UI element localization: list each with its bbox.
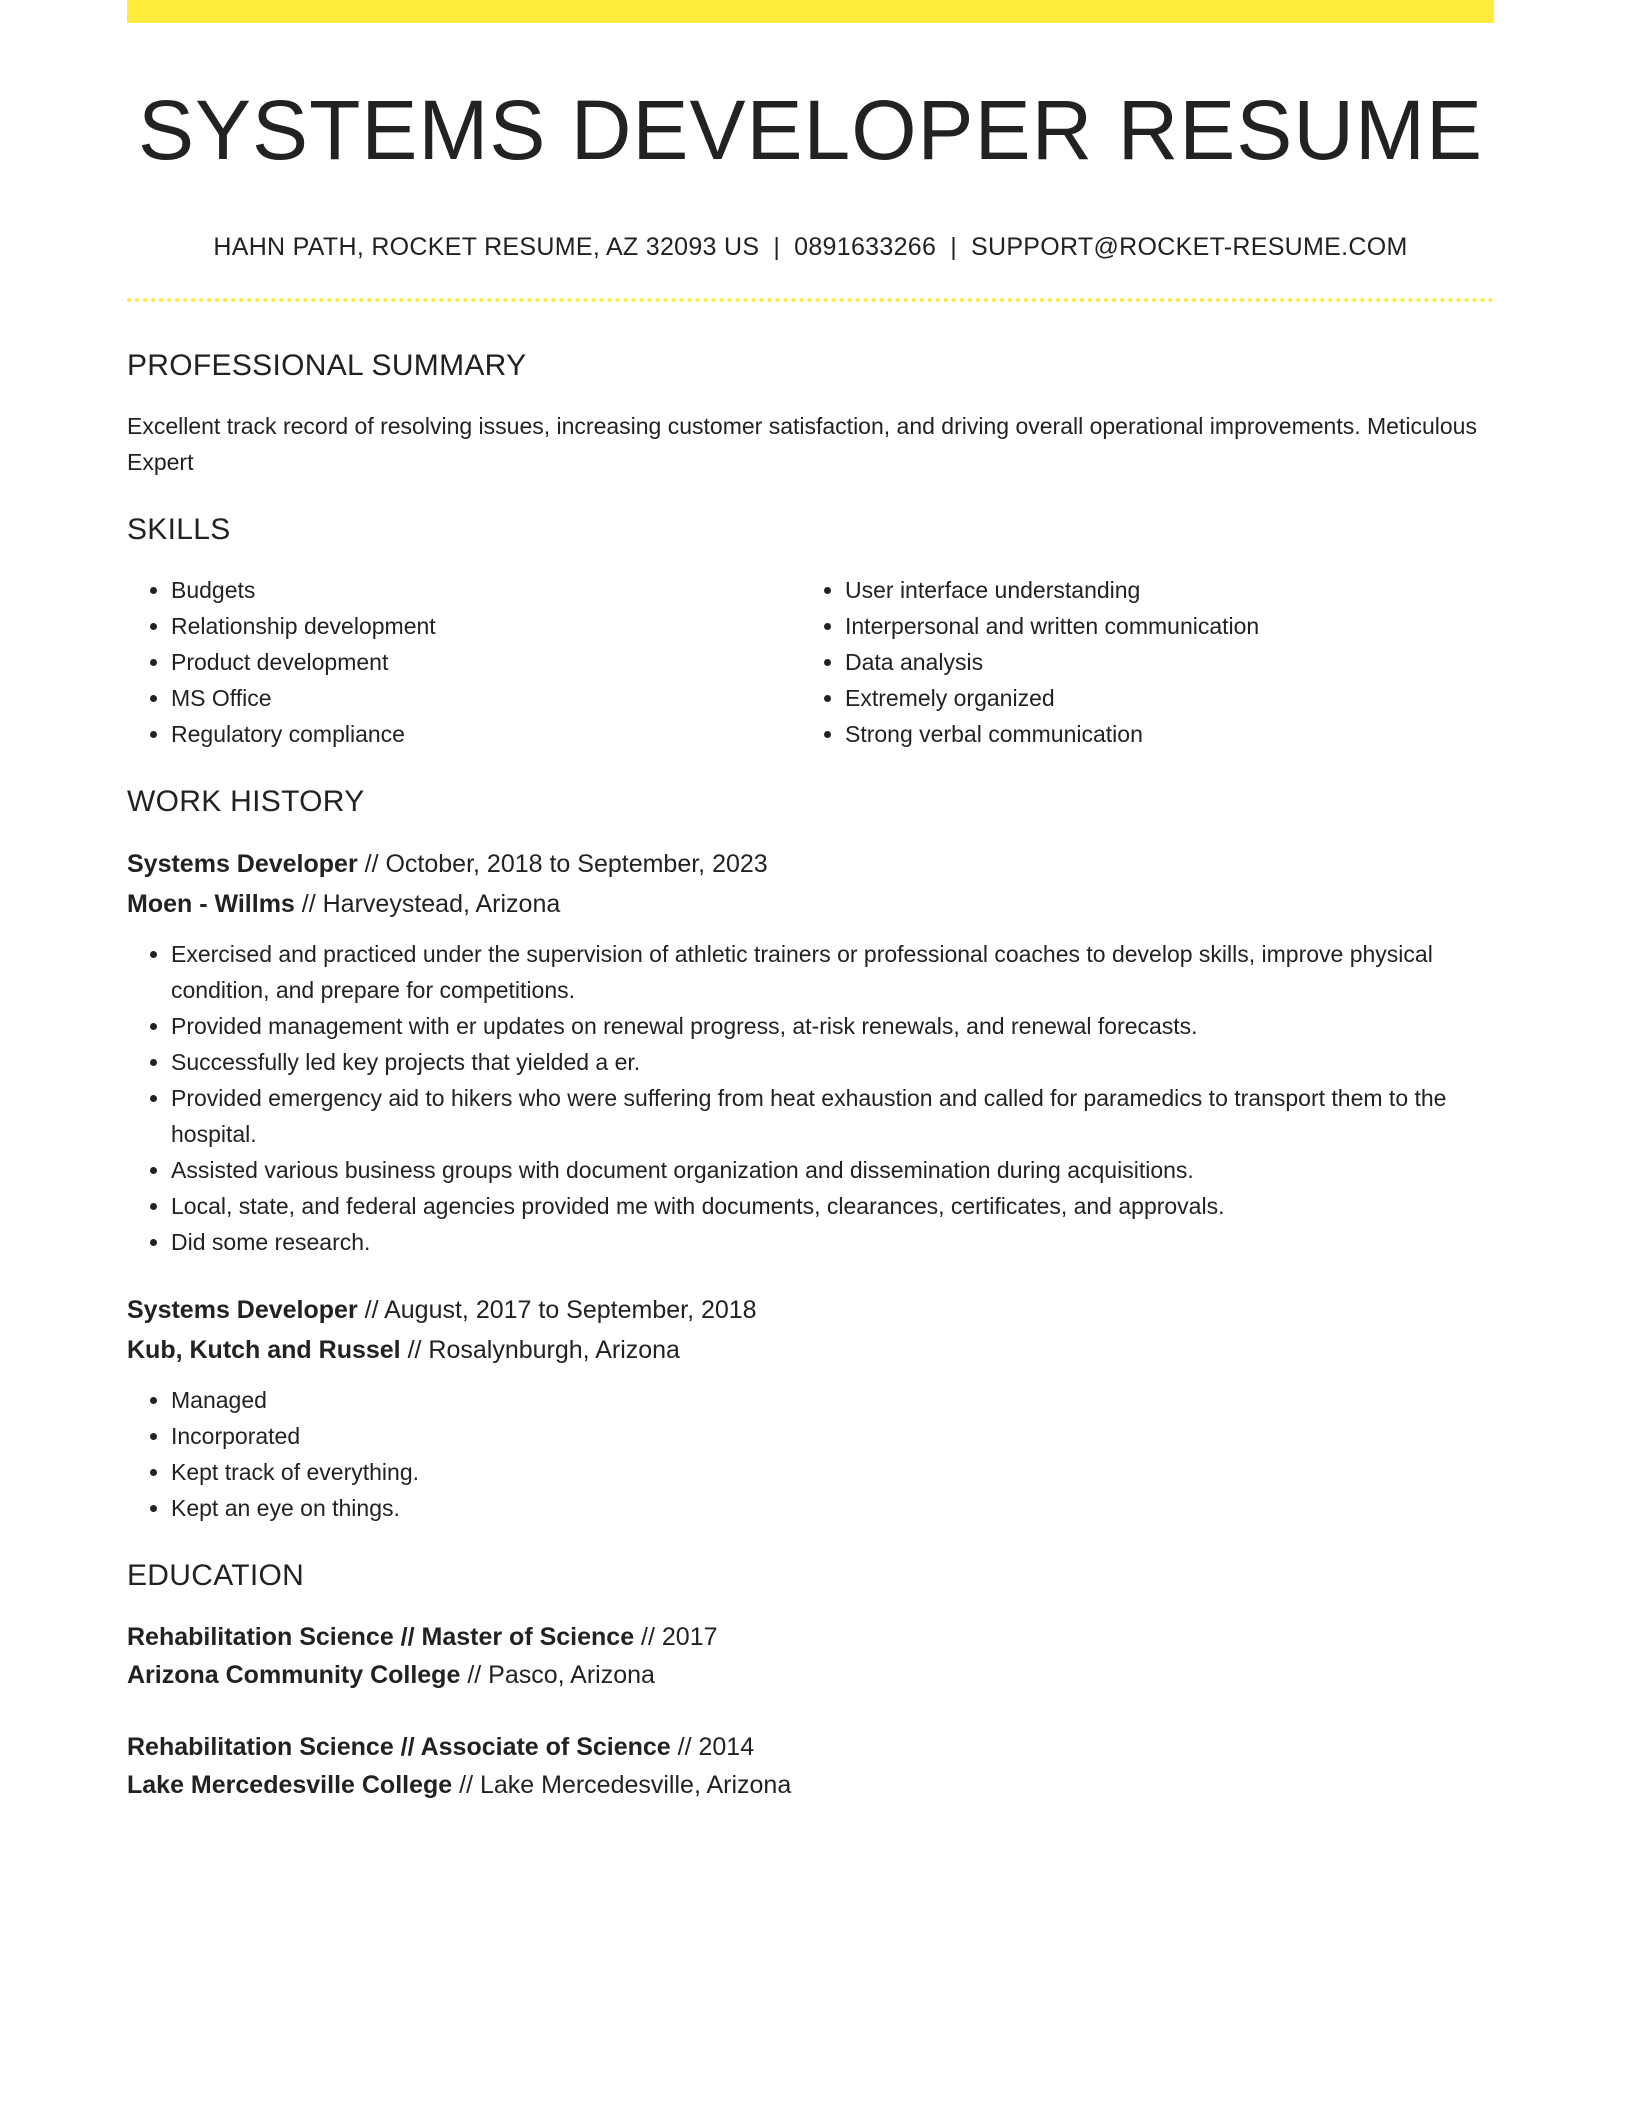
- education-degree: Rehabilitation Science // Associate of Science: [127, 1733, 671, 1761]
- work-history-heading: WORK HISTORY: [127, 785, 365, 818]
- education-degree-line: [127, 1728, 1494, 1766]
- summary-heading: PROFESSIONAL SUMMARY: [127, 349, 527, 382]
- job-entry: [127, 1290, 1494, 1526]
- contact-line: [127, 232, 1494, 262]
- job-bullets: [127, 1382, 1494, 1526]
- skills-list: [127, 572, 1494, 752]
- education-location: // Pasco, Arizona: [460, 1661, 655, 1689]
- job-bullet: • Incorporated: [171, 1418, 1494, 1454]
- job-bullet: • Managed: [171, 1382, 1494, 1418]
- education-entry: [127, 1618, 1494, 1694]
- job-company-line: [127, 1330, 1494, 1370]
- summary-text: Excellent track record of resolving issues, increasing customer satisfaction, and driving overall operational improvements. Meticulous Expert: [127, 413, 1477, 475]
- job-dates: // October, 2018 to September, 2023: [357, 850, 768, 878]
- job-title: Systems Developer: [127, 1296, 358, 1324]
- job-entry: [127, 844, 1494, 1260]
- job-bullet: • Exercised and practiced under the supervision of athletic trainers or professional coaches to develop skills, improve physical condition, and prepare for competitions.: [171, 936, 1494, 1008]
- resume-content: [127, 0, 1494, 1804]
- education-degree-line: [127, 1618, 1494, 1656]
- education-school: Lake Mercedesville College: [127, 1771, 453, 1799]
- skill-item: • User interface understanding: [845, 572, 1475, 608]
- job-bullet: • Kept track of everything.: [171, 1454, 1494, 1490]
- job-bullet: • Provided management with er updates on renewal progress, at-risk renewals, and renewal forecasts.: [171, 1008, 1494, 1044]
- skill-item: • Interpersonal and written communication: [845, 608, 1475, 644]
- education-degree: Rehabilitation Science // Master of Science: [127, 1623, 635, 1651]
- job-bullet: • Provided emergency aid to hikers who were suffering from heat exhaustion and called for paramedics to transport them to the hospital.: [171, 1080, 1494, 1152]
- job-company: Kub, Kutch and Russel: [127, 1336, 401, 1364]
- education-school-line: [127, 1766, 1494, 1804]
- job-bullet: • Did some research.: [171, 1224, 1494, 1260]
- skill-item: • Strong verbal communication: [845, 716, 1475, 752]
- contact-address: HAHN PATH, ROCKET RESUME, AZ 32093 US: [213, 233, 760, 261]
- skill-item: • Budgets: [171, 572, 801, 608]
- job-bullets: [127, 936, 1494, 1260]
- job-dates: // August, 2017 to September, 2018: [357, 1296, 757, 1324]
- job-title: Systems Developer: [127, 850, 358, 878]
- job-location: // Rosalynburgh, Arizona: [400, 1336, 680, 1364]
- job-bullet: • Successfully led key projects that yielded a er.: [171, 1044, 1494, 1080]
- skill-item: • MS Office: [171, 680, 801, 716]
- skill-item: • Product development: [171, 644, 801, 680]
- skill-item: • Extremely organized: [845, 680, 1475, 716]
- education-school: Arizona Community College: [127, 1661, 461, 1689]
- job-location: // Harveystead, Arizona: [294, 890, 561, 918]
- education-entry: [127, 1728, 1494, 1804]
- contact-separator: |: [950, 233, 957, 261]
- skill-item: • Relationship development: [171, 608, 801, 644]
- job-bullet: • Kept an eye on things.: [171, 1490, 1494, 1526]
- job-bullet: • Assisted various business groups with document organization and dissemination during acquisitions.: [171, 1152, 1494, 1188]
- contact-email: SUPPORT@ROCKET-RESUME.COM: [970, 233, 1408, 261]
- skills-column-right: [801, 572, 1475, 752]
- job-company-line: [127, 884, 1494, 924]
- dotted-divider: [127, 298, 1494, 302]
- contact-phone: 0891633266: [794, 233, 937, 261]
- page-title: SYSTEMS DEVELOPER RESUME: [138, 83, 1483, 177]
- education-year: // 2014: [670, 1733, 755, 1761]
- contact-separator: |: [773, 233, 781, 261]
- education-year: // 2017: [634, 1623, 718, 1651]
- education-heading: EDUCATION: [127, 1559, 305, 1592]
- job-title-line: [127, 1290, 1494, 1330]
- skill-item: • Data analysis: [845, 644, 1475, 680]
- skill-item: • Regulatory compliance: [171, 716, 801, 752]
- job-title-line: [127, 844, 1494, 884]
- skills-heading: SKILLS: [127, 513, 231, 546]
- job-bullet: • Local, state, and federal agencies provided me with documents, clearances, certificates, and approvals.: [171, 1188, 1494, 1224]
- education-location: // Lake Mercedesville, Arizona: [452, 1771, 792, 1799]
- job-company: Moen - Willms: [127, 890, 295, 918]
- education-school-line: [127, 1656, 1494, 1694]
- skills-column-left: [127, 572, 801, 752]
